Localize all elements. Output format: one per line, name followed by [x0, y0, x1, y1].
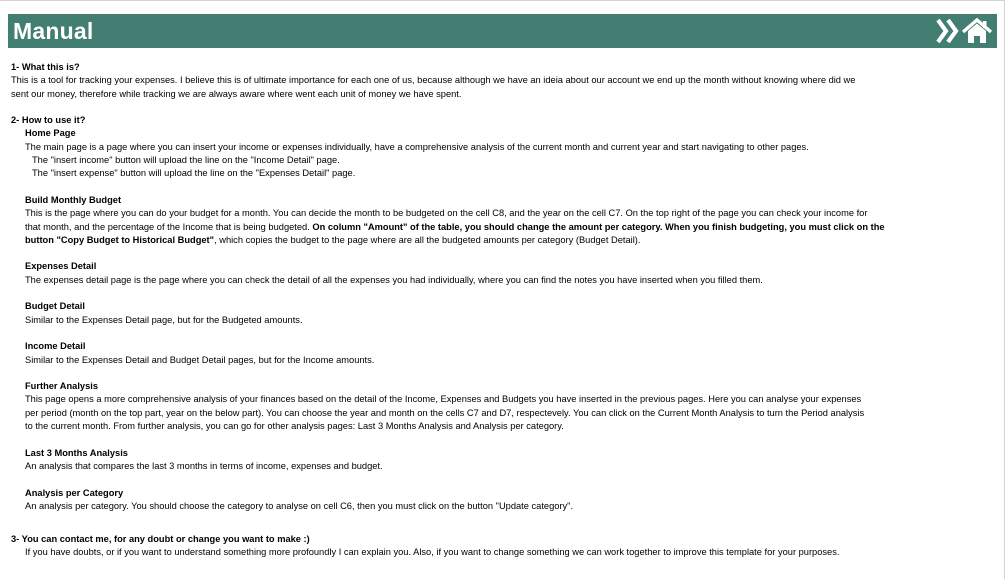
- double-chevron-right-icon[interactable]: [935, 17, 961, 45]
- page-title: Manual: [13, 17, 94, 44]
- paragraph-line: The main page is a page where you can insert your income or expenses individually, have a comprehensive analysis of the current month and current year and start navigating to other pages.: [25, 141, 809, 152]
- plain-text: that month, and the percentage of the Income that is being budgeted.: [25, 221, 313, 232]
- bold-text: button "Copy Budget to Historical Budget": [25, 234, 215, 245]
- paragraph-line: [11, 234, 996, 247]
- section-heading: 3- You can contact me, for any doubt or change you want to make :): [11, 534, 310, 545]
- home-icon[interactable]: [961, 17, 993, 45]
- paragraph-line: [11, 221, 996, 234]
- paragraph-line: Similar to the Expenses Detail page, but for the Budgeted amounts.: [25, 314, 303, 325]
- subsection-title-expenses-detail: Expenses Detail: [25, 261, 97, 272]
- subsection-title-build-monthly-budget: Build Monthly Budget: [25, 194, 122, 205]
- paragraph-line: An analysis per category. You should choose the category to analyse on cell C6, then you must click on the button "Update category".: [25, 500, 574, 511]
- header-nav-icons: [935, 16, 993, 46]
- paragraph-line: This page opens a more comprehensive analysis of your finances based on the detail of the Income, Expenses and Budgets you have inserted in the previous pages. Here you can analyse your expenses: [25, 394, 862, 405]
- section-heading: 1- What this is?: [11, 62, 80, 72]
- plain-text: , which copies the budget to the page where are all the budgeted amounts per category (Budget Detail).: [214, 234, 641, 245]
- subsection-title-budget-detail: Budget Detail: [25, 301, 85, 312]
- subsection-title-further-analysis: Further Analysis: [25, 381, 99, 392]
- paragraph-line: An analysis that compares the last 3 months in terms of income, expenses and budget.: [25, 460, 383, 471]
- paragraph-line: per period (month on the top part, year on the below part). You can choose the year and month on the cells C7 and D7, respectevely. You can click on the Current Month Analysis to turn the Period analysis: [25, 407, 865, 418]
- paragraph-line: The expenses detail page is the page where you can check the detail of all the expenses you had individually, where you can find the notes you have inserted when you filled them.: [25, 274, 763, 285]
- header-banner: [8, 14, 997, 48]
- section-heading: 2- How to use it?: [11, 115, 86, 126]
- paragraph-line: The "insert income" button will upload the line on the "Income Detail" page.: [32, 155, 340, 166]
- paragraph-line: This is the page where you can do your budget for a month. You can decide the month to be budgeted on the cell C8, and the year on the cell C7. On the top right of the page you can check your income for: [25, 208, 868, 219]
- subsection-title-last-3-months: Last 3 Months Analysis: [25, 447, 128, 458]
- paragraph-line: The "insert expense" button will upload the line on the "Expenses Detail" page.: [32, 168, 356, 179]
- subsection-title-income-detail: Income Detail: [25, 341, 86, 352]
- subsection-title-home-page: Home Page: [25, 128, 76, 139]
- subsection-title-analysis-per-category: Analysis per Category: [25, 487, 124, 498]
- bold-text: On column "Amount" of the table, you should change the amount per category. When you finish budgeting, you must click on the: [312, 221, 885, 232]
- paragraph-line: to the current month. From further analysis, you can go for other analysis pages: Last 3 Months Analysis and Analysis per category.: [25, 421, 564, 432]
- paragraph-line: Similar to the Expenses Detail and Budget Detail pages, but for the Income amounts.: [25, 354, 375, 365]
- manual-content: [11, 61, 996, 560]
- paragraph-line: This is a tool for tracking your expenses. I believe this is of ultimate importance for each one of us, because although we have an ideia about our account we end up the month without knowing where did we: [11, 75, 856, 86]
- paragraph-line: If you have doubts, or if you want to understand something more profoundly I can explain you. Also, if you want to change something we can work together to improve this template for your purposes.: [25, 547, 840, 558]
- paragraph-line: sent our money, therefore while tracking we are always aware where went each unit of money we have spent.: [11, 88, 462, 99]
